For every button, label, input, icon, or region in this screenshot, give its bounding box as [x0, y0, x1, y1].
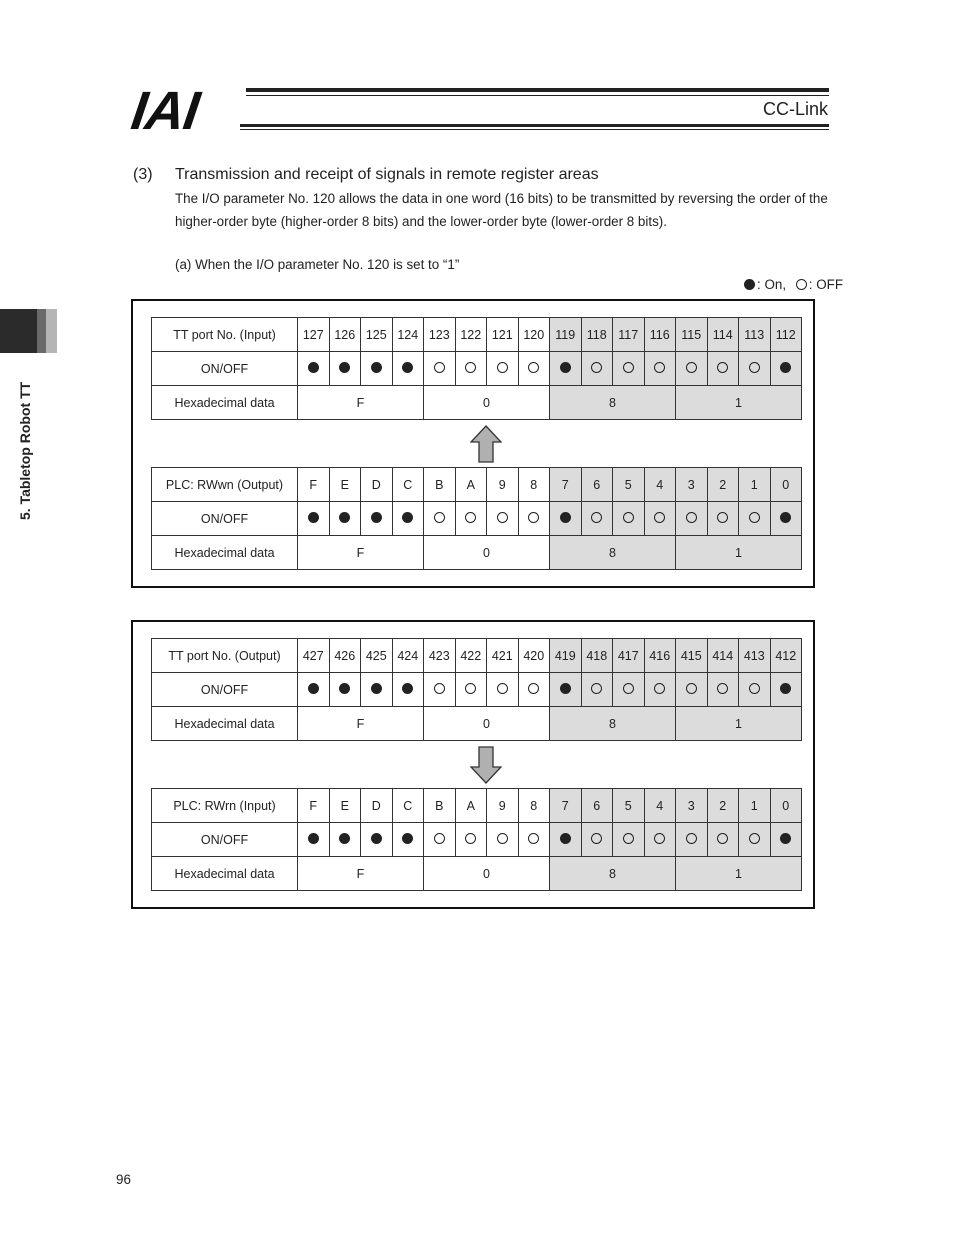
bit-state-cell — [361, 502, 393, 536]
bit-label: A — [455, 468, 487, 502]
hollow-circle-icon — [749, 362, 760, 373]
hollow-circle-icon — [465, 512, 476, 523]
bit-label: 426 — [329, 639, 361, 673]
bit-state-cell — [770, 352, 802, 386]
bit-state-cell — [707, 823, 739, 857]
bit-header-row — [152, 789, 802, 823]
bit-state-cell — [676, 673, 708, 707]
hollow-circle-icon — [591, 512, 602, 523]
bit-state-cell — [518, 673, 550, 707]
bit-state-cell — [329, 502, 361, 536]
bit-label: 112 — [770, 318, 802, 352]
filled-circle-icon — [780, 683, 791, 694]
bit-state-cell — [424, 352, 456, 386]
register-panel-input — [131, 299, 815, 588]
bit-label: 4 — [644, 468, 676, 502]
bit-state-cell — [392, 673, 424, 707]
bit-state-cell — [361, 823, 393, 857]
bit-state-cell — [770, 673, 802, 707]
bit-label: 121 — [487, 318, 519, 352]
hollow-circle-icon — [749, 512, 760, 523]
bit-label: 9 — [487, 789, 519, 823]
row-label: Hexadecimal data — [152, 386, 298, 420]
filled-circle-icon — [339, 833, 350, 844]
bit-label: 7 — [550, 468, 582, 502]
bit-state-cell — [644, 673, 676, 707]
bit-state-cell — [550, 502, 582, 536]
bit-label: B — [424, 468, 456, 502]
bit-label: 6 — [581, 789, 613, 823]
header-rule — [246, 88, 829, 92]
subheading: (a) When the I/O parameter No. 120 is set to “1” — [175, 257, 460, 272]
arrow-up-icon — [470, 425, 502, 463]
filled-circle-icon — [780, 362, 791, 373]
hollow-circle-icon — [528, 362, 539, 373]
bit-label: C — [392, 468, 424, 502]
hex-digit: 1 — [676, 857, 802, 891]
header-rule — [246, 95, 829, 96]
bit-label: 5 — [613, 789, 645, 823]
bit-label: 415 — [676, 639, 708, 673]
bit-label: 123 — [424, 318, 456, 352]
bit-label: 424 — [392, 639, 424, 673]
filled-circle-icon — [339, 683, 350, 694]
hollow-circle-icon — [654, 362, 665, 373]
bit-state-cell — [298, 352, 330, 386]
bit-label: 4 — [644, 789, 676, 823]
bit-label: 420 — [518, 639, 550, 673]
hex-digit: 0 — [424, 857, 550, 891]
filled-circle-icon — [339, 512, 350, 523]
bit-label: E — [329, 468, 361, 502]
hex-digit: 1 — [676, 536, 802, 570]
bit-label: 425 — [361, 639, 393, 673]
filled-circle-icon — [744, 279, 755, 290]
bit-state-cell — [424, 673, 456, 707]
filled-circle-icon — [308, 683, 319, 694]
filled-circle-icon — [371, 512, 382, 523]
plc-register-table — [151, 467, 802, 570]
bit-label: 114 — [707, 318, 739, 352]
hollow-circle-icon — [717, 833, 728, 844]
bit-state-cell — [644, 823, 676, 857]
bit-state-cell — [707, 673, 739, 707]
bit-state-cell — [361, 352, 393, 386]
hollow-circle-icon — [434, 683, 445, 694]
hollow-circle-icon — [465, 833, 476, 844]
bit-state-cell — [581, 823, 613, 857]
hollow-circle-icon — [497, 512, 508, 523]
hex-digit: 8 — [550, 857, 676, 891]
bit-label: 419 — [550, 639, 582, 673]
bit-state-cell — [424, 502, 456, 536]
hollow-circle-icon — [749, 683, 760, 694]
bit-state-cell — [581, 352, 613, 386]
bit-label: E — [329, 789, 361, 823]
section-number: (3) — [133, 166, 153, 183]
bit-label: 117 — [613, 318, 645, 352]
onoff-row — [152, 823, 802, 857]
header-rule — [240, 124, 829, 127]
bit-state-cell — [770, 502, 802, 536]
bit-label: 413 — [739, 639, 771, 673]
legend — [744, 277, 843, 292]
hex-digit: 8 — [550, 707, 676, 741]
filled-circle-icon — [560, 512, 571, 523]
row-header: TT port No. (Input) — [152, 318, 298, 352]
bit-state-cell — [676, 502, 708, 536]
legend-off: : OFF — [808, 277, 843, 292]
bit-label: A — [455, 789, 487, 823]
hollow-circle-icon — [528, 512, 539, 523]
filled-circle-icon — [371, 833, 382, 844]
row-label: Hexadecimal data — [152, 857, 298, 891]
hollow-circle-icon — [717, 683, 728, 694]
bit-label: 2 — [707, 789, 739, 823]
row-label: ON/OFF — [152, 352, 298, 386]
hex-digit: 0 — [424, 536, 550, 570]
onoff-row — [152, 502, 802, 536]
bit-label: 3 — [676, 789, 708, 823]
hollow-circle-icon — [686, 683, 697, 694]
hollow-circle-icon — [528, 833, 539, 844]
hex-row — [152, 707, 802, 741]
bit-label: 0 — [770, 789, 802, 823]
bit-label: 122 — [455, 318, 487, 352]
filled-circle-icon — [560, 683, 571, 694]
filled-circle-icon — [371, 683, 382, 694]
bit-label: D — [361, 789, 393, 823]
tt-port-table — [151, 317, 802, 420]
bit-label: 417 — [613, 639, 645, 673]
filled-circle-icon — [402, 362, 413, 373]
hex-digit: 8 — [550, 386, 676, 420]
hollow-circle-icon — [623, 833, 634, 844]
bit-state-cell — [613, 673, 645, 707]
bit-state-cell — [613, 823, 645, 857]
bit-label: 5 — [613, 468, 645, 502]
bit-label: 8 — [518, 468, 550, 502]
bit-state-cell — [581, 502, 613, 536]
filled-circle-icon — [780, 833, 791, 844]
bit-header-row — [152, 639, 802, 673]
bit-state-cell — [676, 823, 708, 857]
bit-state-cell — [739, 352, 771, 386]
register-panel-output — [131, 620, 815, 909]
filled-circle-icon — [560, 833, 571, 844]
bit-state-cell — [676, 352, 708, 386]
bit-label: 414 — [707, 639, 739, 673]
hex-row — [152, 386, 802, 420]
bit-label: 7 — [550, 789, 582, 823]
bit-state-cell — [487, 823, 519, 857]
hollow-circle-icon — [434, 833, 445, 844]
bit-label: 416 — [644, 639, 676, 673]
bit-label: D — [361, 468, 393, 502]
hollow-circle-icon — [623, 362, 634, 373]
bit-state-cell — [329, 673, 361, 707]
bit-state-cell — [298, 823, 330, 857]
bit-label: 113 — [739, 318, 771, 352]
bit-state-cell — [298, 502, 330, 536]
bit-state-cell — [392, 502, 424, 536]
bit-label: 427 — [298, 639, 330, 673]
bit-state-cell — [581, 673, 613, 707]
iai-logo: IAI — [127, 81, 203, 141]
row-label: Hexadecimal data — [152, 536, 298, 570]
chapter-tab — [37, 309, 46, 353]
bit-label: 1 — [739, 789, 771, 823]
hollow-circle-icon — [717, 362, 728, 373]
row-label: ON/OFF — [152, 823, 298, 857]
hollow-circle-icon — [654, 512, 665, 523]
filled-circle-icon — [308, 362, 319, 373]
bit-label: 120 — [518, 318, 550, 352]
bit-label: F — [298, 468, 330, 502]
bit-label: 412 — [770, 639, 802, 673]
bit-label: 3 — [676, 468, 708, 502]
bit-state-cell — [455, 823, 487, 857]
bit-label: 116 — [644, 318, 676, 352]
legend-on: : On, — [757, 277, 787, 292]
hollow-circle-icon — [749, 833, 760, 844]
bit-state-cell — [298, 673, 330, 707]
hollow-circle-icon — [465, 362, 476, 373]
bit-state-cell — [361, 673, 393, 707]
bit-state-cell — [550, 673, 582, 707]
row-label: Hexadecimal data — [152, 707, 298, 741]
onoff-row — [152, 352, 802, 386]
bit-state-cell — [550, 823, 582, 857]
bit-state-cell — [550, 352, 582, 386]
hex-digit: 8 — [550, 536, 676, 570]
filled-circle-icon — [308, 833, 319, 844]
bit-label: 9 — [487, 468, 519, 502]
chapter-tab — [0, 309, 37, 353]
hollow-circle-icon — [623, 683, 634, 694]
bit-label: 125 — [361, 318, 393, 352]
filled-circle-icon — [402, 512, 413, 523]
bit-label: 1 — [739, 468, 771, 502]
hollow-circle-icon — [497, 833, 508, 844]
bit-state-cell — [455, 352, 487, 386]
bit-state-cell — [613, 502, 645, 536]
row-header: PLC: RWwn (Output) — [152, 468, 298, 502]
bit-state-cell — [518, 352, 550, 386]
bit-state-cell — [487, 352, 519, 386]
bit-label: 118 — [581, 318, 613, 352]
bit-state-cell — [392, 352, 424, 386]
row-header: TT port No. (Output) — [152, 639, 298, 673]
arrow-down-icon — [470, 746, 502, 784]
hex-row — [152, 536, 802, 570]
tt-port-table — [151, 638, 802, 741]
hex-digit: 0 — [424, 386, 550, 420]
hollow-circle-icon — [686, 512, 697, 523]
hollow-circle-icon — [686, 362, 697, 373]
bit-state-cell — [392, 823, 424, 857]
filled-circle-icon — [371, 362, 382, 373]
filled-circle-icon — [339, 362, 350, 373]
hollow-circle-icon — [654, 683, 665, 694]
row-header: PLC: RWrn (Input) — [152, 789, 298, 823]
bit-state-cell — [518, 502, 550, 536]
bit-label: 421 — [487, 639, 519, 673]
bit-state-cell — [329, 823, 361, 857]
hollow-circle-icon — [528, 683, 539, 694]
hollow-circle-icon — [796, 279, 807, 290]
bit-state-cell — [487, 502, 519, 536]
hex-row — [152, 857, 802, 891]
bit-label: 124 — [392, 318, 424, 352]
hollow-circle-icon — [434, 362, 445, 373]
onoff-row — [152, 673, 802, 707]
bit-state-cell — [707, 352, 739, 386]
bit-state-cell — [487, 673, 519, 707]
section-paragraph: The I/O parameter No. 120 allows the data in one word (16 bits) to be transmitted by reversing the order of the higher-order byte (higher-order 8 bits) and the lower-order byte (lower-order 8 bits). — [175, 191, 828, 229]
bit-label: 0 — [770, 468, 802, 502]
hollow-circle-icon — [623, 512, 634, 523]
filled-circle-icon — [308, 512, 319, 523]
hollow-circle-icon — [654, 833, 665, 844]
bit-label: F — [298, 789, 330, 823]
bit-label: C — [392, 789, 424, 823]
product-name: CC-Link — [762, 99, 828, 119]
hex-digit: 1 — [676, 386, 802, 420]
bit-header-row — [152, 318, 802, 352]
hex-digit: F — [298, 707, 424, 741]
hollow-circle-icon — [717, 512, 728, 523]
header-rule — [240, 129, 829, 130]
bit-state-cell — [455, 502, 487, 536]
hex-digit: 0 — [424, 707, 550, 741]
bit-state-cell — [707, 502, 739, 536]
hollow-circle-icon — [591, 833, 602, 844]
bit-state-cell — [518, 823, 550, 857]
bit-label: 115 — [676, 318, 708, 352]
bit-state-cell — [644, 352, 676, 386]
bit-label: 119 — [550, 318, 582, 352]
bit-state-cell — [424, 823, 456, 857]
bit-state-cell — [739, 502, 771, 536]
hex-digit: F — [298, 536, 424, 570]
chapter-label: 5. Tabletop Robot TT — [17, 381, 33, 520]
bit-label: 2 — [707, 468, 739, 502]
hollow-circle-icon — [591, 683, 602, 694]
page-number: 96 — [116, 1172, 131, 1187]
bit-label: 126 — [329, 318, 361, 352]
bit-label: 422 — [455, 639, 487, 673]
bit-state-cell — [455, 673, 487, 707]
section-title: Transmission and receipt of signals in remote register areas — [175, 166, 599, 183]
bit-header-row — [152, 468, 802, 502]
bit-label: 418 — [581, 639, 613, 673]
hollow-circle-icon — [497, 683, 508, 694]
row-label: ON/OFF — [152, 673, 298, 707]
filled-circle-icon — [560, 362, 571, 373]
bit-state-cell — [739, 673, 771, 707]
hollow-circle-icon — [686, 833, 697, 844]
row-label: ON/OFF — [152, 502, 298, 536]
bit-label: 423 — [424, 639, 456, 673]
bit-label: 6 — [581, 468, 613, 502]
plc-register-table — [151, 788, 802, 891]
chapter-tab — [46, 309, 57, 353]
hollow-circle-icon — [465, 683, 476, 694]
hollow-circle-icon — [591, 362, 602, 373]
hex-digit: F — [298, 386, 424, 420]
hex-digit: 1 — [676, 707, 802, 741]
hollow-circle-icon — [497, 362, 508, 373]
filled-circle-icon — [780, 512, 791, 523]
hollow-circle-icon — [434, 512, 445, 523]
bit-state-cell — [644, 502, 676, 536]
bit-label: 8 — [518, 789, 550, 823]
bit-state-cell — [739, 823, 771, 857]
bit-state-cell — [770, 823, 802, 857]
bit-state-cell — [329, 352, 361, 386]
filled-circle-icon — [402, 683, 413, 694]
hex-digit: F — [298, 857, 424, 891]
filled-circle-icon — [402, 833, 413, 844]
bit-state-cell — [613, 352, 645, 386]
bit-label: B — [424, 789, 456, 823]
bit-label: 127 — [298, 318, 330, 352]
